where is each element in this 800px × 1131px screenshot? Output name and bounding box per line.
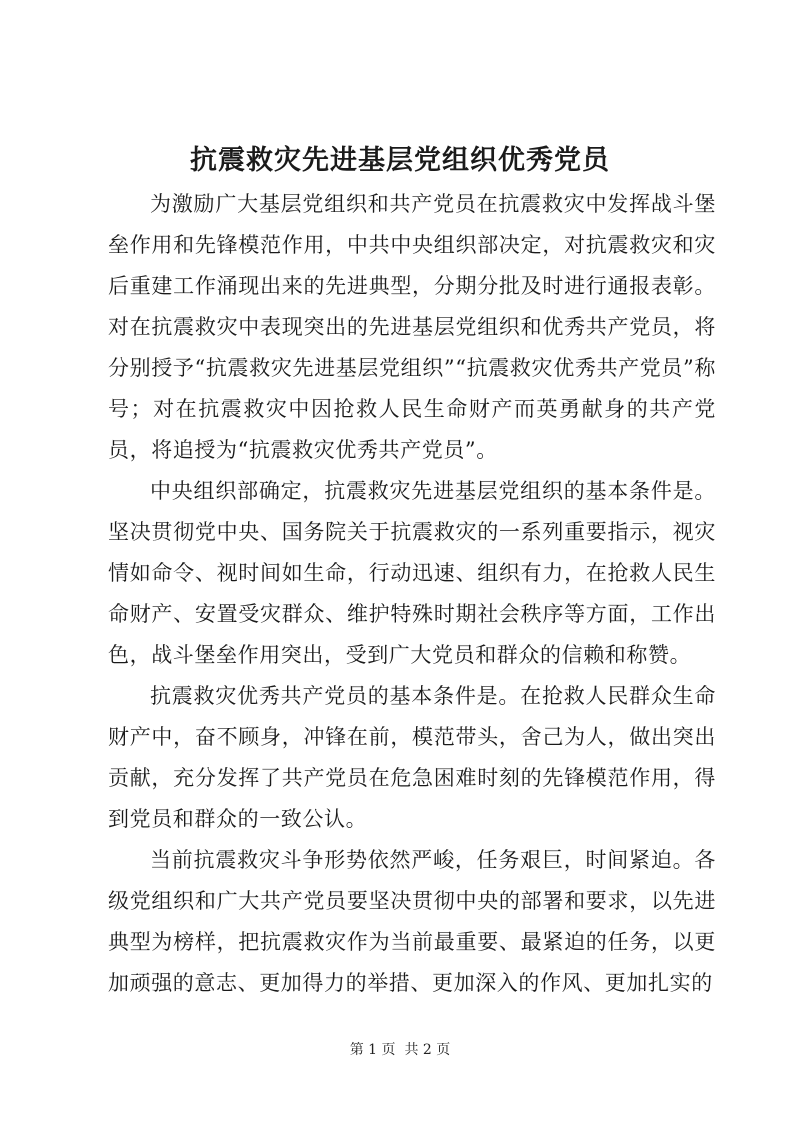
paragraph-3: 抗震救灾优秀共产党员的基本条件是。在抢救人民群众生命财产中，奋不顾身，冲锋在前，模范带头，舍己为人，做出突出贡献，充分发挥了共产党员在危急困难时刻的先锋模范作用，得到党员和群众的一致公认。 — [108, 684, 716, 831]
document-body — [108, 184, 716, 1004]
page-footer — [0, 1040, 800, 1060]
paragraph-2: 中央组织部确定，抗震救灾先进基层党组织的基本条件是。坚决贯彻党中央、国务院关于抗震救灾的一系列重要指示，视灾情如命令、视时间如生命，行动迅速、组织有力，在抢救人民生命财产、安置受灾群众、维护特殊时期社会秩序等方面，工作出色，战斗堡垒作用突出，受到广大党员和群众的信赖和称赞。 — [108, 479, 716, 667]
paragraph-1: 为激励广大基层党组织和共产党员在抗震救灾中发挥战斗堡垒作用和先锋模范作用，中共中央组织部决定，对抗震救灾和灾后重建工作涌现出来的先进典型，分期分批及时进行通报表彰。对在抗震救灾中表现突出的先进基层党组织和优秀共产党员，将分别授予“抗震救灾先进基层党组织”“抗震救灾优秀共产党员”称号；对在抗震救灾中因抢救人民生命财产而英勇献身的共产党员，将追授为“抗震救灾优秀共产党员”。 — [108, 192, 716, 462]
page-title: 抗震救灾先进基层党组织优秀党员 — [190, 145, 610, 176]
paragraph-4: 当前抗震救灾斗争形势依然严峻，任务艰巨，时间紧迫。各级党组织和广大共产党员要坚决贯彻中央的部署和要求，以先进典型为榜样，把抗震救灾作为当前最重要、最紧迫的任务，以更加顽强的意志、更加得力的举措、更加深入的作风、更加扎实的 — [108, 848, 716, 995]
page-number-label: 第 1 页 共 2 页 — [349, 1042, 451, 1058]
